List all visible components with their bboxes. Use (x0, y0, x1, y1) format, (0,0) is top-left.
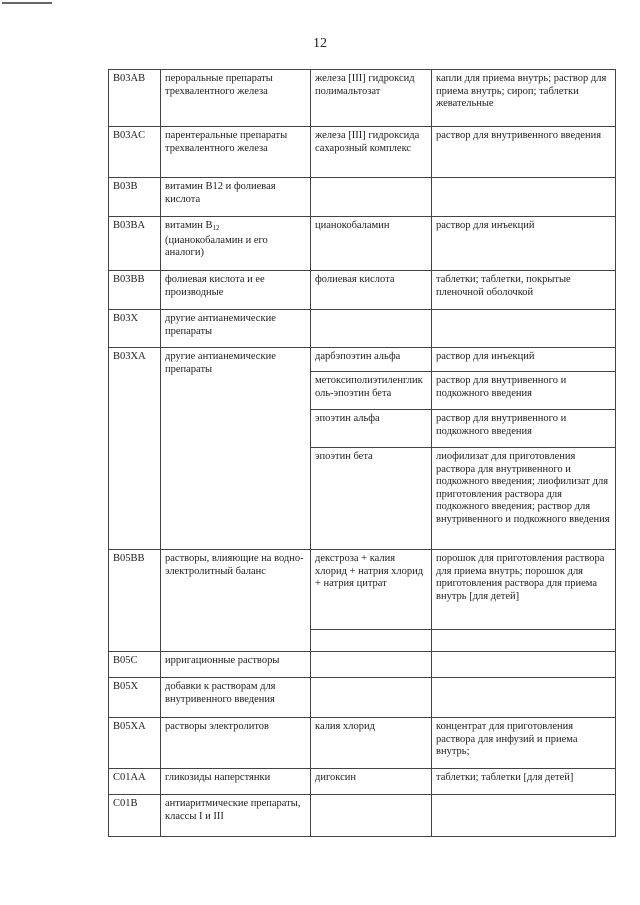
table-row (109, 795, 616, 837)
dosage-form-cell: раствор для внутривенного и подкожного введения (432, 410, 616, 448)
substance-cell: фолиевая кислота (311, 271, 432, 310)
dosage-form-cell (432, 795, 616, 837)
atc-code-cell: B03BA (109, 217, 161, 271)
group-cell: парентеральные препараты трехвалентного железа (161, 127, 311, 178)
table-row (109, 678, 616, 718)
table-row (109, 348, 616, 372)
atc-code-cell: C01AA (109, 769, 161, 795)
atc-code-cell: C01B (109, 795, 161, 837)
substance-cell: декстроза + калия хлорид + натрия хлорид + натрия цитрат (311, 550, 432, 630)
substance-cell (311, 652, 432, 678)
atc-code-cell: B05XA (109, 718, 161, 769)
dosage-form-cell (432, 678, 616, 718)
substance-cell: железа [III] гидроксид полимальтозат (311, 70, 432, 127)
page-number: 12 (313, 36, 327, 51)
group-subscript: 12 (212, 224, 220, 232)
group-cell: пероральные препараты трехвалентного железа (161, 70, 311, 127)
substance-cell: дарбэпоэтин альфа (311, 348, 432, 372)
dosage-form-cell: раствор для инъекций (432, 348, 616, 372)
substance-cell: метоксиполиэтиленгликоль-эпоэтин бета (311, 372, 432, 410)
dosage-form-cell: раствор для инъекций (432, 217, 616, 271)
substance-cell (311, 630, 432, 652)
group-text-continued: (цианокобаламин и его аналоги) (165, 234, 268, 258)
group-cell: добавки к растворам для внутривенного введения (161, 678, 311, 718)
table-row (109, 652, 616, 678)
substance-cell (311, 795, 432, 837)
atc-code-cell: B03B (109, 178, 161, 217)
substance-cell: цианокобаламин (311, 217, 432, 271)
atc-code-cell: B05C (109, 652, 161, 678)
group-text: витамин B (165, 220, 213, 231)
dosage-form-cell: капли для приема внутрь; раствор для приема внутрь; сироп; таблетки жевательные (432, 70, 616, 127)
group-cell: ирригационные растворы (161, 652, 311, 678)
table-row (109, 217, 616, 271)
group-cell: витамин B12 и фолиевая кислота (161, 178, 311, 217)
scan-corner-mark (2, 2, 52, 4)
group-cell (161, 217, 311, 271)
substance-cell (311, 178, 432, 217)
group-cell: другие антианемические препараты (161, 348, 311, 550)
atc-code-cell: B05BB (109, 550, 161, 652)
table-row (109, 550, 616, 630)
table-row (109, 127, 616, 178)
dosage-form-cell (432, 310, 616, 348)
group-cell: растворы, влияющие на водно-электролитный баланс (161, 550, 311, 652)
atc-code-cell: B03BB (109, 271, 161, 310)
substance-cell: дигоксин (311, 769, 432, 795)
dosage-form-cell: порошок для приготовления раствора для приема внутрь; порошок для приготовления раствора для приема внутрь [для детей] (432, 550, 616, 630)
substance-cell: эпоэтин альфа (311, 410, 432, 448)
table-row (109, 70, 616, 127)
dosage-form-cell: лиофилизат для приготовления раствора для внутривенного и подкожного введения; лиофилизат для приготовления раствора для подкожного введения; раствор для внутривенного и подкожного введения (432, 448, 616, 550)
table-row (109, 718, 616, 769)
table-row (109, 769, 616, 795)
dosage-form-cell (432, 178, 616, 217)
atc-code-cell: B03X (109, 310, 161, 348)
substance-cell (311, 310, 432, 348)
substance-cell: эпоэтин бета (311, 448, 432, 550)
dosage-form-cell: раствор для внутривенного введения (432, 127, 616, 178)
table-row (109, 178, 616, 217)
atc-code-cell: B05X (109, 678, 161, 718)
group-cell: растворы электролитов (161, 718, 311, 769)
dosage-form-cell (432, 652, 616, 678)
group-cell: гликозиды наперстянки (161, 769, 311, 795)
table-row (109, 310, 616, 348)
dosage-form-cell: раствор для внутривенного и подкожного введения (432, 372, 616, 410)
group-cell: антиаритмические препараты, классы I и III (161, 795, 311, 837)
atc-code-cell: B03XA (109, 348, 161, 550)
substance-cell (311, 678, 432, 718)
group-cell: другие антианемические препараты (161, 310, 311, 348)
atc-code-cell: B03AB (109, 70, 161, 127)
drug-classification-table (108, 69, 616, 837)
dosage-form-cell: таблетки; таблетки [для детей] (432, 769, 616, 795)
substance-cell: калия хлорид (311, 718, 432, 769)
group-cell: фолиевая кислота и ее производные (161, 271, 311, 310)
dosage-form-cell (432, 630, 616, 652)
atc-code-cell: B03AC (109, 127, 161, 178)
table-row (109, 271, 616, 310)
dosage-form-cell: концентрат для приготовления раствора для инфузий и приема внутрь; (432, 718, 616, 769)
dosage-form-cell: таблетки; таблетки, покрытые пленочной оболочкой (432, 271, 616, 310)
substance-cell: железа [III] гидроксида сахарозный комплекс (311, 127, 432, 178)
